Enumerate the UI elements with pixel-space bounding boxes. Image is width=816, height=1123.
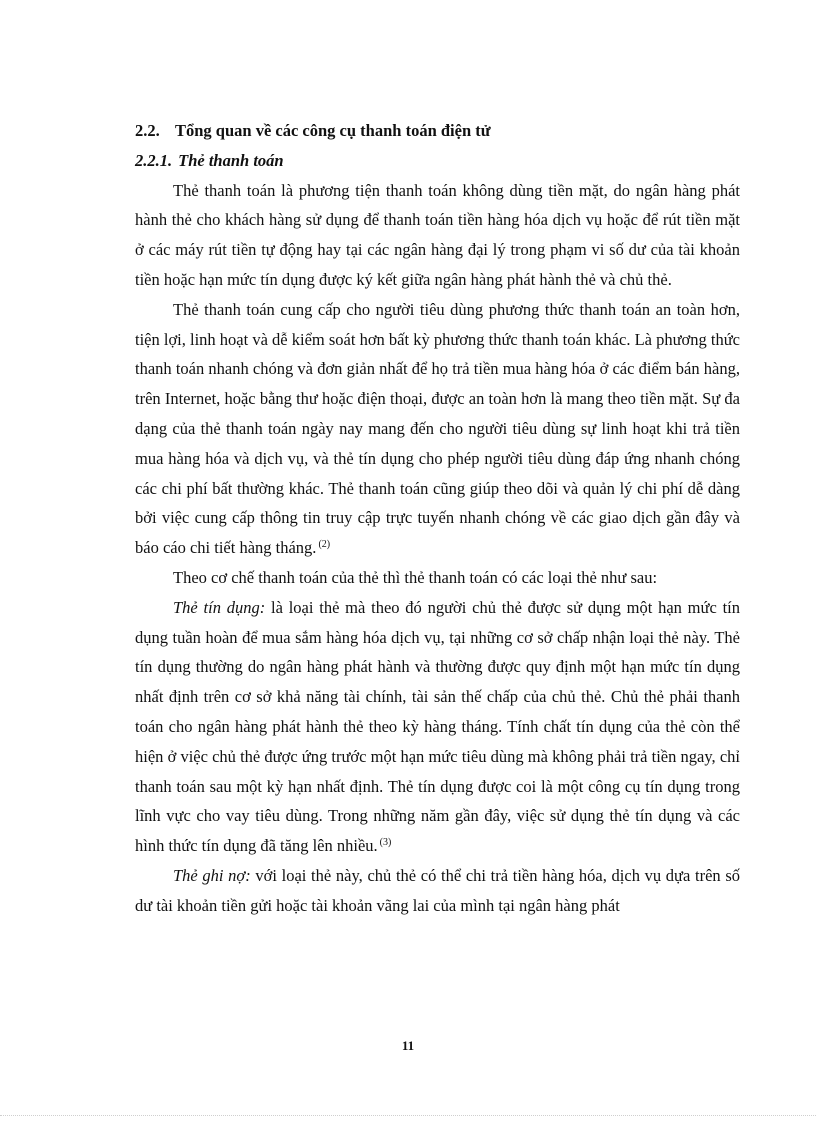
subsection-heading [135, 146, 740, 176]
paragraph-text: Thẻ thanh toán cung cấp cho người tiêu dùng phương thức thanh toán an toàn hơn, tiện lợi, linh hoạt và dễ kiểm soát hơn bất kỳ phương thức thanh toán khác. Là phương thức thanh toán nhanh chóng và đơn giản nhất để họ trả tiền mua hàng hóa ở các điểm bán hàng, trên Internet, hoặc bằng thư hoặc điện thoại, được an toàn hơn là mang theo tiền mặt. Sự đa dạng của thẻ thanh toán ngày nay mang đến cho người tiêu dùng sự linh hoạt khi trả tiền mua hàng hóa và dịch vụ, và thẻ tín dụng cho phép người tiêu dùng đáp ứng nhanh chóng các chi phí bất thường khác. Thẻ thanh toán cũng giúp theo dõi và quản lý chi phí dễ dàng bởi việc cung cấp thông tin truy cập trực tuyến nhanh chóng về các giao dịch gần đây và báo cáo chi tiết hàng tháng. [135, 299, 740, 558]
page-bottom-divider [0, 1115, 816, 1116]
subsection-title: Thẻ thanh toán [178, 150, 284, 170]
section-heading [135, 116, 740, 146]
paragraph-text: với loại thẻ này, chủ thẻ có thể chi trả tiền hàng hóa, dịch vụ dựa trên số dư tài khoản tiền gửi hoặc tài khoản vãng lai của mình tại ngân hàng phát [135, 865, 740, 915]
term-credit-card: Thẻ tín dụng: [173, 597, 266, 617]
paragraph-text: Thẻ thanh toán là phương tiện thanh toán không dùng tiền mặt, do ngân hàng phát hành thẻ cho khách hàng sử dụng để thanh toán tiền hàng hóa dịch vụ hoặc để rút tiền mặt ở các máy rút tiền tự động hay tại các ngân hàng đại lý trong phạm vi số dư của tài khoản tiền hoặc hạn mức tín dụng được ký kết giữa ngân hàng phát hành thẻ và chủ thẻ. [135, 180, 740, 289]
footnote-ref: (3) [379, 837, 392, 849]
paragraph-credit-card [135, 593, 740, 861]
paragraph-card-types [135, 563, 740, 593]
paragraph-text: là loại thẻ mà theo đó người chủ thẻ được sử dụng một hạn mức tín dụng tuần hoàn để mua sắm hàng hóa dịch vụ, tại những cơ sở chấp nhận loại thẻ này. Thẻ tín dụng thường do ngân hàng phát hành và thường được quy định một hạn mức tín dụng nhất định trên cơ sở khả năng tài chính, tài sản thế chấp của chủ thẻ. Chủ thẻ phải thanh toán cho ngân hàng phát hành thẻ theo kỳ hàng tháng. Tính chất tín dụng của thẻ còn thể hiện ở việc chủ thẻ được ứng trước một hạn mức tiêu dùng mà không phải trả tiền ngay, chỉ thanh toán sau một kỳ hạn nhất định. Thẻ tín dụng được coi là một công cụ tín dụng trong lĩnh vực cho vay tiêu dùng. Trong những năm gần đây, việc sử dụng thẻ tín dụng và các hình thức tín dụng đã tăng lên nhiều. [135, 597, 740, 856]
page-content [135, 116, 740, 921]
paragraph-benefits [135, 295, 740, 563]
section-title: Tổng quan về các công cụ thanh toán điện tử [175, 121, 491, 140]
paragraph-text: Theo cơ chế thanh toán của thẻ thì thẻ thanh toán có các loại thẻ như sau: [173, 567, 658, 587]
footnote-ref: (2) [318, 539, 331, 551]
section-number: 2.2. [135, 121, 160, 140]
paragraph-definition [135, 176, 740, 295]
paragraph-debit-card [135, 861, 740, 921]
page-number: 11 [401, 1038, 415, 1053]
term-debit-card: Thẻ ghi nợ: [173, 865, 251, 885]
subsection-number: 2.2.1. [135, 150, 173, 170]
